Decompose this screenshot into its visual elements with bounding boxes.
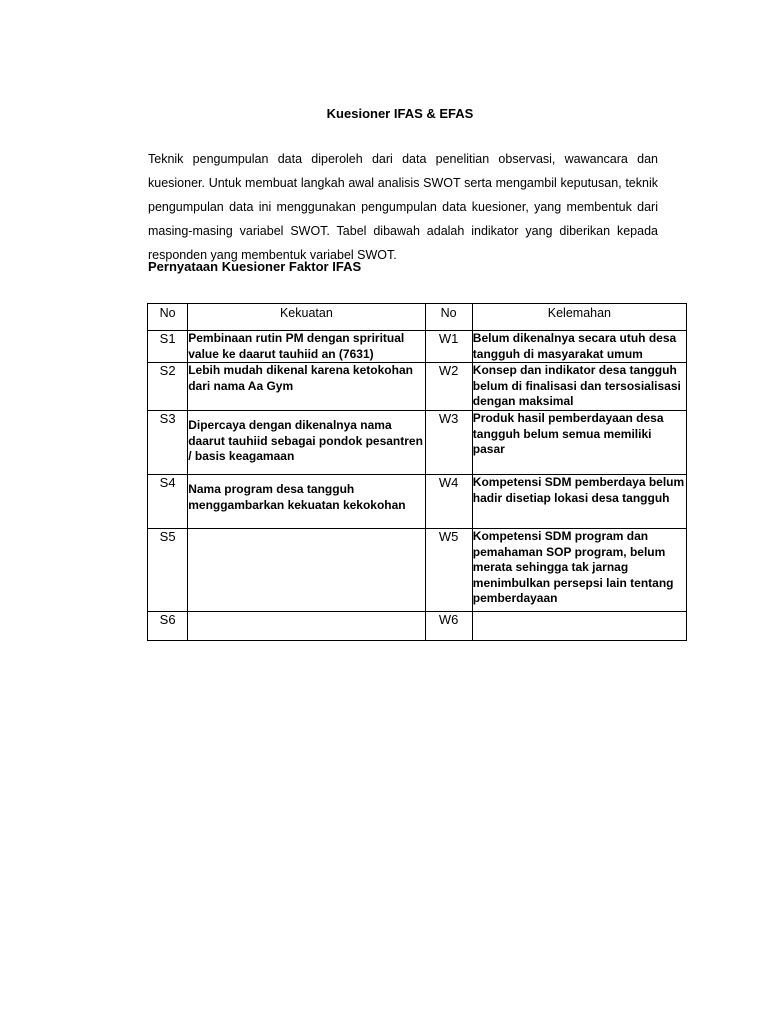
weakness-text: Kompetensi SDM pemberdaya belum hadir disetiap lokasi desa tangguh bbox=[472, 475, 686, 529]
strength-text bbox=[188, 529, 425, 612]
document-title: Kuesioner IFAS & EFAS bbox=[326, 106, 474, 121]
strength-code: S2 bbox=[148, 363, 188, 411]
weakness-code: W2 bbox=[425, 363, 472, 411]
weakness-code: W1 bbox=[425, 331, 472, 363]
header-strength: Kekuatan bbox=[188, 304, 425, 331]
header-weakness: Kelemahan bbox=[472, 304, 686, 331]
weakness-code: W5 bbox=[425, 529, 472, 612]
strength-code: S4 bbox=[148, 475, 188, 529]
weakness-text: Belum dikenalnya secara utuh desa tangguh di masyarakat umum bbox=[472, 331, 686, 363]
table-row bbox=[148, 475, 687, 529]
strength-text: Pembinaan rutin PM dengan spriritual value ke daarut tauhiid an (7631) bbox=[188, 331, 425, 363]
table-header-row bbox=[148, 304, 687, 331]
ifas-table bbox=[147, 303, 687, 641]
table-row bbox=[148, 331, 687, 363]
strength-text bbox=[188, 612, 425, 641]
weakness-code: W6 bbox=[425, 612, 472, 641]
strength-code: S5 bbox=[148, 529, 188, 612]
strength-text: Dipercaya dengan dikenalnya nama daarut tauhiid sebagai pondok pesantren / basis keagamaan bbox=[188, 411, 425, 475]
weakness-code: W3 bbox=[425, 411, 472, 475]
strength-code: S3 bbox=[148, 411, 188, 475]
strength-code: S6 bbox=[148, 612, 188, 641]
strength-text: Lebih mudah dikenal karena ketokohan dari nama Aa Gym bbox=[188, 363, 425, 411]
weakness-text bbox=[472, 612, 686, 641]
weakness-code: W4 bbox=[425, 475, 472, 529]
table-row bbox=[148, 363, 687, 411]
weakness-text: Produk hasil pemberdayaan desa tangguh belum semua memiliki pasar bbox=[472, 411, 686, 475]
section-heading: Pernyataan Kuesioner Faktor IFAS bbox=[148, 259, 362, 274]
weakness-text: Kompetensi SDM program dan pemahaman SOP program, belum merata sehingga tak jarnag menimbulkan persepsi lain tentang pemberdayaan bbox=[472, 529, 686, 612]
weakness-text: Konsep dan indikator desa tangguh belum di finalisasi dan tersosialisasi dengan maksimal bbox=[472, 363, 686, 411]
header-no-strength: No bbox=[148, 304, 188, 331]
strength-code: S1 bbox=[148, 331, 188, 363]
header-no-weakness: No bbox=[425, 304, 472, 331]
intro-paragraph: Teknik pengumpulan data diperoleh dari data penelitian observasi, wawancara dan kuesioner. Untuk membuat langkah awal analisis SWOT serta mengambil keputusan, teknik pengumpulan data ini menggunakan pengumpulan data kuesioner, yang membentuk dari masing-masing variabel SWOT. Tabel dibawah adalah indikator yang diberikan kepada responden yang membentuk variabel SWOT. bbox=[148, 151, 658, 263]
table-row bbox=[148, 612, 687, 641]
table-row bbox=[148, 411, 687, 475]
table-row bbox=[148, 529, 687, 612]
strength-text: Nama program desa tangguh menggambarkan kekuatan kekokohan bbox=[188, 475, 425, 529]
